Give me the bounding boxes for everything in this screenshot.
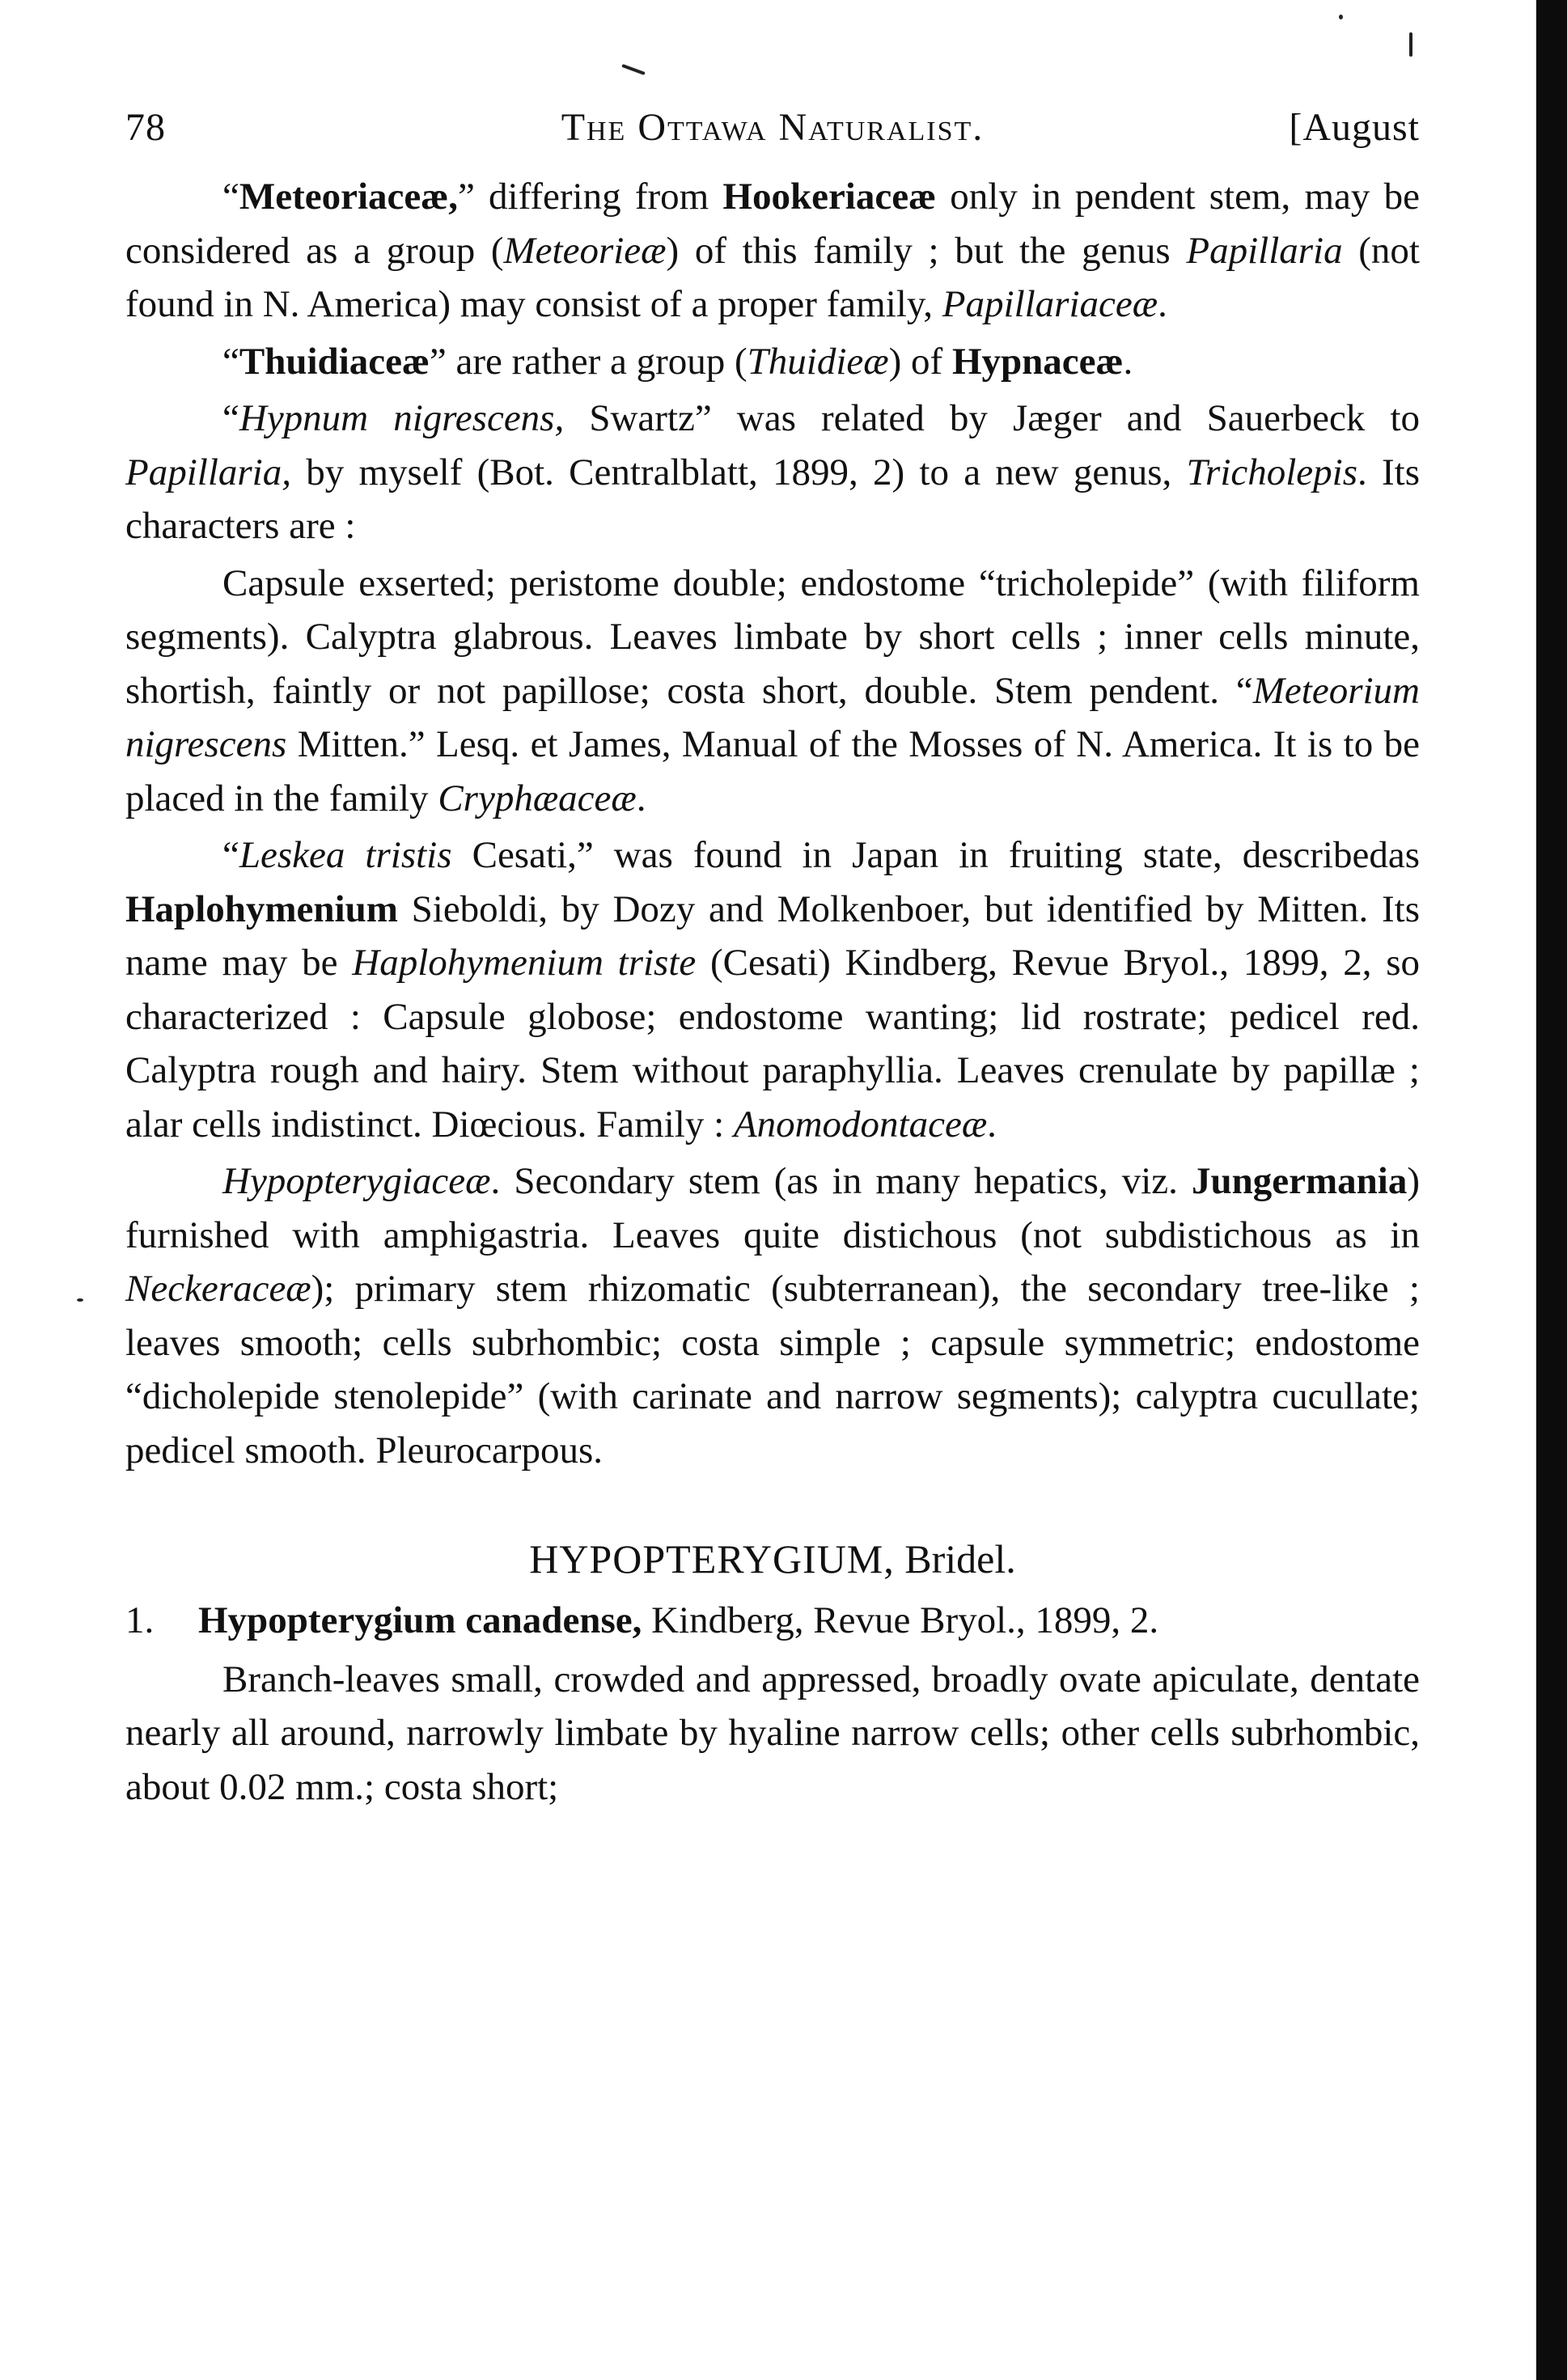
species-citation: Kindberg, Revue Bryol., 1899, 2. [642, 1599, 1159, 1641]
page-content [125, 105, 1420, 1814]
section-heading: HYPOPTERYGIUM, Bridel. [529, 1536, 1016, 1582]
paragraph-leskea-tristis: “Leskea tristis Cesati,” was found in Japan in fruiting state, describedas Haplohymenium Sieboldi, by Dozy and Molkenboer, but identified by Mitten. Its name may be Haplohymenium triste (Cesati) Kindberg, Revue Bryol., 1899, 2, so characterized : Capsule globose; endostome wanting; lid rostrate; pedicel red. Calyptra rough and hairy. Stem without paraphyllia. Leaves crenulate by papillæ ; alar cells indistinct. Diœcious. Family : Anomodontaceæ. [125, 834, 1420, 1146]
page-edge-shadow [1536, 0, 1567, 2380]
paragraph-thuidiaceae: “Thuidiaceæ” are rather a group (Thuidieæ) of Hypnaceæ. [222, 340, 1133, 383]
species-description: Branch-leaves small, crowded and appressed, broadly ovate apiculate, dentate nearly all around, narrowly limbate by hyaline narrow cells; other cells subrhombic, about 0.02 mm.; costa short; [125, 1658, 1420, 1808]
journal-title: The Ottawa Naturalist. [561, 106, 985, 149]
page-number: 78 [125, 106, 166, 149]
paragraph-hypopterygiaceae: Hypopterygiaceæ. Secondary stem (as in many hepatics, viz. Jungermania) furnished with amphigastria. Leaves quite distichous (not subdistichous as in Neckeraceæ); primary stem rhizomatic (subterranean), the secondary tree-like ; leaves smooth; cells subrhombic; costa simple ; capsule symmetric; endostome “dicholepide stenolepide” (with carinate and narrow segments); calyptra cucullate; pedicel smooth. Pleurocarpous. [125, 1160, 1420, 1472]
species-name: Hypopterygium canadense, [198, 1599, 642, 1641]
species-entry [125, 1594, 1420, 1648]
scan-speck [1339, 15, 1343, 19]
issue-month: [August [1289, 106, 1420, 149]
species-number: 1. [125, 1599, 155, 1641]
scan-speck [77, 1298, 83, 1302]
scan-speck [621, 64, 646, 75]
paragraph-hypnum-nigrescens: “Hypnum nigrescens, Swartz” was related by Jæger and Sauerbeck to Papillaria, by myself (Bot. Centralblatt, 1899, 2) to a new genus, Tricholepis. Its characters are : [125, 397, 1421, 547]
paragraph-characters: Capsule exserted; peristome double; endostome “tricholepide” (with filiform segments). Calyptra glabrous. Leaves limbate by short cells ; inner cells minute, shortish, faintly or not papillose; costa short, double. Stem pendent. “Meteorium nigrescens Mitten.” Lesq. et James, Manual of the Mosses of N. America. It is to be placed in the family Cryphæaceæ. [125, 561, 1420, 819]
scan-speck [1409, 32, 1412, 57]
paragraph-meteoriaceae: “Meteoriaceæ,” differing from Hookeriaceæ only in pendent stem, may be considered as a group (Meteorieæ) of this family ; but the genus Papillaria (not found in N. America) may consist of a proper family, Papillariaceæ. [125, 176, 1420, 325]
running-header [125, 105, 1420, 170]
section-spacer [125, 1477, 1420, 1531]
